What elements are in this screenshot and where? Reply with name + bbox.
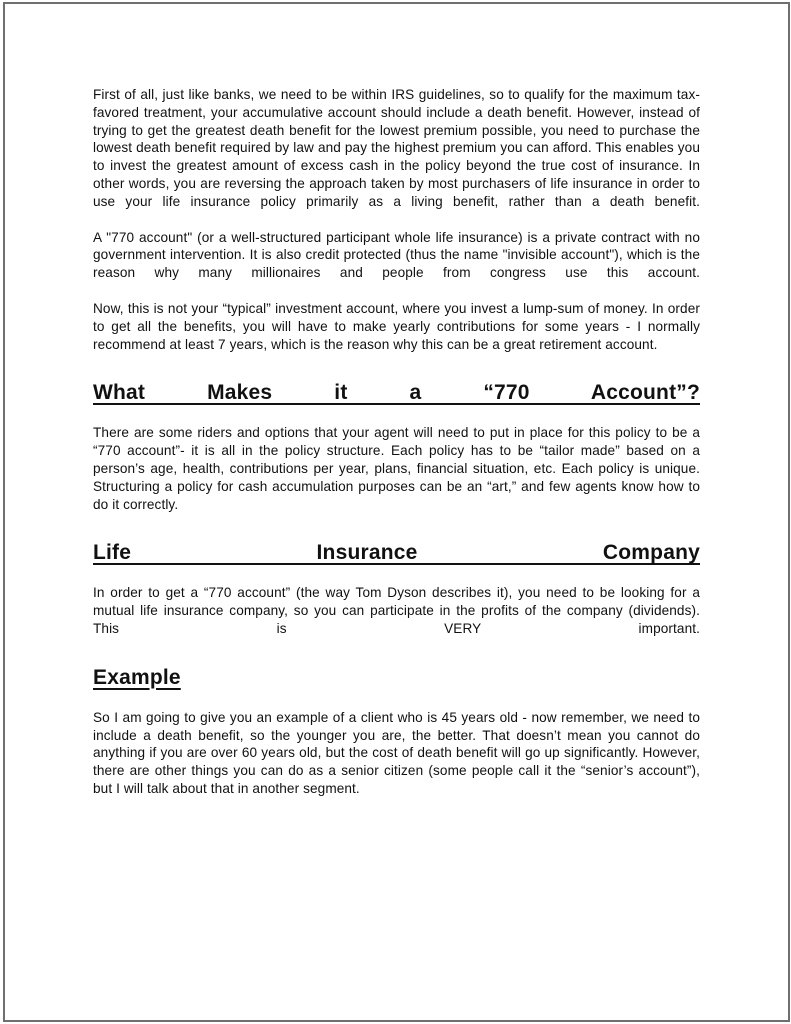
paragraph-mutual-company: In order to get a “770 account” (the way Tom Dyson describes it), you need to be looking for a mutual life insurance company, so you can participate in the profits of the company (dividends). This is VERY important. — [93, 585, 700, 636]
paragraph-example-client: So I am going to give you an example of a client who is 45 years old - now remember, we need to include a death benefit, so the younger you are, the better. That doesn’t mean you cannot do anything if you are over 60 years old, but the cost of death benefit will go up significantly. However, there are other things you can do as a senior citizen (some people call it the “senior’s account”), but I will talk about that in another segment. — [93, 709, 700, 796]
heading-what-makes-770-account: What Makes it a “770 Account”? — [93, 381, 700, 405]
paragraph-irs-guidelines: First of all, just like banks, we need to be within IRS guidelines, so to qualify for the maximum tax-favored treatment, your accumulative account should include a death benefit. However, instead of trying to get the greatest death benefit for the lowest premium possible, you need to purchase the lowest death benefit required by law and pay the highest premium you can afford. This enables you to invest the greatest amount of excess cash in the policy beyond the true cost of insurance. In other words, you are reversing the approach taken by most purchasers of life insurance in order to use your life insurance policy primarily as a living benefit, rather than a death benefit. — [93, 87, 700, 209]
paragraph-private-contract: A "770 account" (or a well-structured participant whole life insurance) is a private contract with no government intervention. It is also credit protected (thus the name "invisible account"), which is the reason why many millionaires and people from congress use this account. — [93, 229, 700, 281]
page-content — [93, 86, 700, 816]
paragraph-riders-options: There are some riders and options that your agent will need to put in place for this policy to be a “770 account”- it is all in the policy structure. Each policy has to be “tailor made” based on a person’s age, health, contributions per year, plans, financial situation, etc. Each policy is unique. Structuring a policy for cash accumulation purposes can be an “art,” and few agents know how to do it correctly. — [93, 425, 700, 512]
heading-life-insurance-company: Life Insurance Company — [93, 541, 700, 565]
paragraph-not-typical-account: Now, this is not your “typical” investment account, where you invest a lump-sum of money. In order to get all the benefits, you will have to make yearly contributions for some years - I normally recommend at least 7 years, which is the reason why this can be a great retirement account. — [93, 300, 700, 352]
heading-example: Example — [93, 665, 181, 689]
